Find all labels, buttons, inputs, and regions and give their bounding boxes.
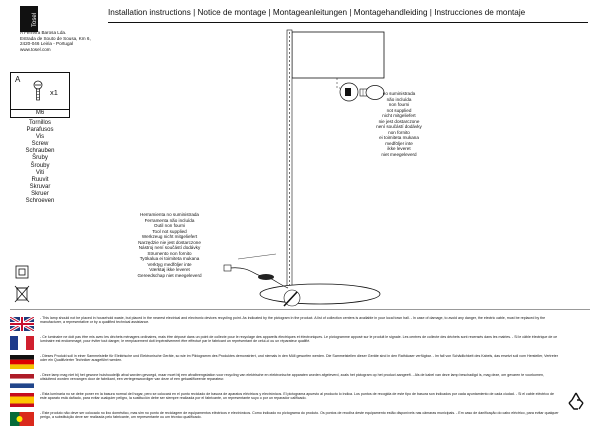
note-line: Ferramenta não incluída	[144, 217, 195, 223]
note-nl	[10, 373, 590, 391]
note-line: Herramienta no suministrada	[140, 212, 199, 217]
note-line: Værktøj ikke leveret	[149, 267, 190, 272]
screw-word: Šruby	[32, 155, 48, 162]
note-pt	[10, 411, 590, 429]
tool-not-supplied-text	[122, 212, 217, 278]
screw-word: Vis	[35, 134, 45, 141]
flag-de-icon	[10, 355, 34, 369]
screw-word: Schroeven	[25, 198, 55, 205]
safety-notes	[10, 316, 590, 430]
note-text: - Deze lamp mag niet bij het gewone huishoudelijk afval worden gevoegd, maar moet bij een afvalbrengstation voor recycling van elektrische en elektronische apparaten worden afgeleverd, zoals het pictogram op het product aangeeft. - Als de kabel van deze lamp beschadigd is, mag deze, om gevaren te voorkomen, uitsluitend worden vervangen door de fabrikant, een vertegenwoordiger van deze of een gekwalificeerde reparateur.	[40, 373, 545, 382]
note-line: Strumento non fornito	[147, 250, 192, 256]
note-line: not supplied	[386, 107, 412, 113]
flag-nl-icon	[10, 374, 34, 388]
screw-word: Parafusos	[26, 127, 54, 134]
part-size: M6	[10, 109, 70, 118]
flag-fr-icon	[10, 336, 34, 350]
note-fr	[10, 335, 590, 353]
note-line: non fourni	[388, 102, 410, 107]
company-web: www.tosel.com	[20, 46, 51, 52]
title-divider	[108, 22, 588, 23]
note-line: Werkzeug nicht mitgeliefert	[141, 234, 198, 239]
lamp-pole	[287, 30, 292, 300]
note-line: Gereedschap niet meegeleverd	[137, 272, 202, 278]
note-text: - This lamp should not be placed in household waste, but placed in the nearest electrical and electronic devices recycling point. As indicated by the pictogram in the product. A list of collection centers is available in your local town hall. - In case of damage, to avoid any danger, the electric cable, must be replaced by the manufacturer, a representative or by a qualified technical assistance.	[40, 316, 546, 325]
note-en	[10, 316, 590, 334]
wrench-icon	[284, 290, 300, 306]
screw-word: Skruvar	[29, 183, 51, 190]
brand-logo	[20, 6, 38, 32]
company-city: 2420-046 Leiria - Portugal	[20, 41, 74, 47]
note-text: - Dieses Produkt soll in einer Sammelstelle für Elektrische und Elektronische Geräte, so wie im Piktogramm des Produktes demonstriert, und niemals in den Müll geworfen werden. Die Sammelstellen dieser Geräte sind in den Rathäuser verfügbar. - Im fall von Schädlichkeit des Kabels, das ersetzt soll vom Hersteller, Vertreter oder ein Qualifizierter Techniker ausgeführt werden.	[40, 354, 558, 363]
note-text: - Esta luminaria no se debe poner en la basura normal del hogar, pero se colocará en el punto reciclado de basura de aparatos eléctricos y electrónicos. El pictograma apuesto al producto lo indica. Los puntos de recogida de este tipo de basura son indicados por cada ayuntamiento de cada ciudad. - Si el cable eléctrico de este aparato está dañado, para evitar cualquier peligro, la sustitución debe ser siempre realizada por el fabricante, un representante suyo o por un reparador calificado.	[40, 392, 555, 401]
note-line: niet meegeleverd	[381, 151, 417, 157]
note-line: non fornito	[388, 129, 410, 135]
note-line: Narzędzie nie jest dostarczone	[138, 239, 201, 245]
note-line: nie jest dostarczone	[378, 118, 420, 124]
screw-word: Schrauben	[25, 148, 55, 155]
notes-divider	[10, 309, 590, 310]
screw-word: Viti	[35, 169, 45, 176]
screw-word: Tornillos	[28, 120, 51, 126]
screw-icon	[28, 80, 48, 102]
logo-text: Tosel	[32, 13, 38, 28]
note-de	[10, 354, 590, 372]
company-address	[20, 30, 91, 52]
note-text: - Ce luminaire ne doit pas être mis avec les déchets ménagers ordinaires, mais être déposé dans un point de collecte pour le recyclage des appareils électriques et électroniques. Le pictogramme apposé sur le produit le signale. Les centres de collecte des déchets sont recensés dans les mairies. - Si le câble électrique de ce luminaire est endommagé, pour éviter tout danger, le remplacement doit impérativement être effectué par le fabricant un représentant de celui-ci ou un réparateur qualifié.	[40, 335, 558, 344]
company-name: A Ferreira Barosa Lda.	[20, 30, 67, 35]
class-ii-icon	[14, 264, 30, 280]
plug	[224, 265, 231, 271]
screw-word: Ruuvit	[31, 176, 49, 183]
lamp-drawing	[200, 26, 400, 316]
lamp-base	[260, 284, 380, 304]
part-quantity: x1	[50, 88, 58, 97]
bulb-not-supplied-text	[370, 91, 428, 157]
note-line: Outil non fourni	[153, 223, 186, 228]
note-line: medföljer inte	[385, 140, 413, 146]
screw-word: Screw	[31, 141, 49, 148]
flag-es-icon	[10, 393, 34, 407]
foot-switch	[258, 274, 274, 280]
recycle-icon	[566, 391, 586, 411]
note-line: Nástroj není součástí dodávky	[138, 245, 201, 250]
page-title: Installation instructions | Notice de montage | Montageanleitungen | Montagehandleiding | Instrucciones de montaje	[108, 8, 526, 17]
note-line: no suministrada	[382, 91, 416, 96]
screw-word: Šrouby	[30, 162, 50, 169]
note-line: não incluída	[386, 96, 412, 102]
screw-word: Skruer	[31, 190, 49, 197]
note-line: ei toimiteta mukana	[379, 135, 419, 140]
flag-uk-icon	[10, 317, 34, 331]
lamp-shade	[292, 32, 384, 78]
note-line: Työkalua ei toimiteta mukana	[139, 256, 200, 261]
part-letter: A	[15, 75, 21, 84]
note-es	[10, 392, 590, 410]
note-line: Verktyg medföljer inte	[147, 261, 192, 267]
note-line: nicht mitgeliefert	[382, 113, 416, 118]
note-line: ikke leveret	[387, 146, 411, 151]
note-line: není součástí dodávky	[376, 124, 422, 129]
company-street: Estrada de Souto de Sousa, Km 6,	[20, 35, 91, 41]
screw-translations	[10, 120, 70, 205]
weee-bin-icon	[14, 284, 30, 304]
note-text: - Este produto não deve ser colocado no lixo doméstico, mas sim no ponto de reciclagem de equipamentos eléctricos e electrónicos. Como indicado no pictograma do produto. Os pontos de recolha deste equipamento estão disponíveis nas câmaras municipais. - Em caso de danificação do cabo eléctrico, para evitar qualquer perigo, a substituição deve ser realizada pelo fabricante, um representante ou um técnico qualificado.	[40, 411, 559, 420]
note-line: Tool not supplied	[152, 228, 187, 234]
